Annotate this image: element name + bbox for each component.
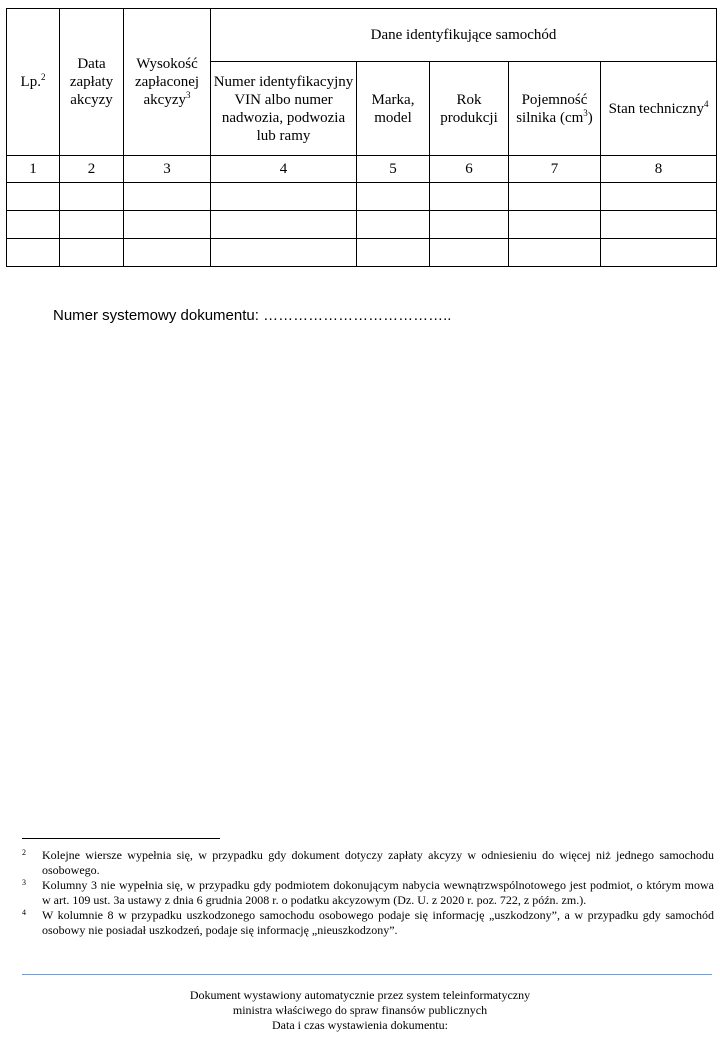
footnote (22, 908, 714, 938)
footnote (22, 848, 714, 878)
column-number: 8 (601, 156, 717, 183)
footnote-number: 4 (22, 908, 26, 917)
table-cell (357, 183, 430, 211)
footnote-divider (22, 838, 220, 839)
header-production-year: Rok produkcji (430, 62, 509, 156)
column-number: 7 (509, 156, 601, 183)
table-cell (211, 183, 357, 211)
document-footer (0, 988, 720, 1033)
column-number: 2 (60, 156, 124, 183)
column-number: 5 (357, 156, 430, 183)
table-cell (7, 211, 60, 239)
table-cell (124, 239, 211, 267)
table-cell (430, 211, 509, 239)
table-cell (60, 211, 124, 239)
table-cell (430, 239, 509, 267)
footer-line: ministra właściwego do spraw finansów publicznych (232, 1003, 488, 1017)
table-cell (7, 183, 60, 211)
table-cell (7, 239, 60, 267)
table-cell (124, 183, 211, 211)
table-cell (357, 211, 430, 239)
footnote-text: Kolumny 3 nie wypełnia się, w przypadku gdy podmiotem dokonującym nabycia wewnątrzwspólnotowego jest podmiot, o którym mowa w art. 109 ust. 3a ustawy z dnia 6 grudnia 2008 r. o podatku akcyzowym (Dz. U. z 2020 r. poz. 722, z późn. zm.). (42, 878, 714, 907)
table-row (7, 183, 717, 211)
footer-divider (22, 974, 712, 975)
header-excise-amount: Wysokość zapłaconej akcyzy$^3$ (124, 9, 211, 156)
footnote (22, 878, 714, 908)
table-cell (509, 211, 601, 239)
footer-line: Data i czas wystawienia dokumentu: (272, 1018, 448, 1032)
table-cell (509, 183, 601, 211)
table-cell (124, 211, 211, 239)
footnotes (22, 848, 714, 938)
footnote-number: 2 (22, 848, 26, 857)
vehicle-table (6, 8, 717, 267)
header-lp: Lp.$^2$ (7, 9, 60, 156)
footer-line: Dokument wystawiony automatycznie przez system teleinformatyczny (189, 988, 531, 1002)
header-payment-date: Data zapłaty akcyzy (60, 9, 124, 156)
header-make-model: Marka, model (357, 62, 430, 156)
table-row (7, 211, 717, 239)
column-number: 4 (211, 156, 357, 183)
header-engine-capacity: Pojemność silnika $(cm^3)$ (509, 62, 601, 156)
table-cell (60, 183, 124, 211)
header-vin: Numer identyfikacyjny VIN albo numer nadwozia, podwozia lub ramy (211, 62, 357, 156)
table-cell (430, 183, 509, 211)
header-row-1 (7, 9, 717, 62)
table-cell (211, 239, 357, 267)
table-cell (357, 239, 430, 267)
table-cell (601, 211, 717, 239)
footnote-number: 3 (22, 878, 26, 887)
table-row (7, 239, 717, 267)
table-cell (601, 239, 717, 267)
column-number: 3 (124, 156, 211, 183)
footnote-text: W kolumnie 8 w przypadku uszkodzonego samochodu osobowego podaje się informację „uszkodzony”, a w przypadku gdy samochód osobowy nie posiadał uszkodzeń, podaje się informację „nieuszkodzony”. (42, 908, 714, 937)
column-number: 6 (430, 156, 509, 183)
table-cell (509, 239, 601, 267)
system-number: Numer systemowy dokumentu: ……………………………….. (53, 307, 452, 324)
table-cell (601, 183, 717, 211)
table-cell (60, 239, 124, 267)
table-cell (211, 211, 357, 239)
footnote-text: Kolejne wiersze wypełnia się, w przypadku gdy dokument dotyczy zapłaty akcyzy w odniesieniu do więcej niż jednego samochodu osobowego. (42, 848, 714, 877)
column-numbers-row (7, 156, 717, 183)
header-technical-condition: Stan techniczny$^4$ (601, 62, 717, 156)
header-car-identification: Dane identyfikujące samochód (211, 9, 717, 62)
column-number: 1 (7, 156, 60, 183)
